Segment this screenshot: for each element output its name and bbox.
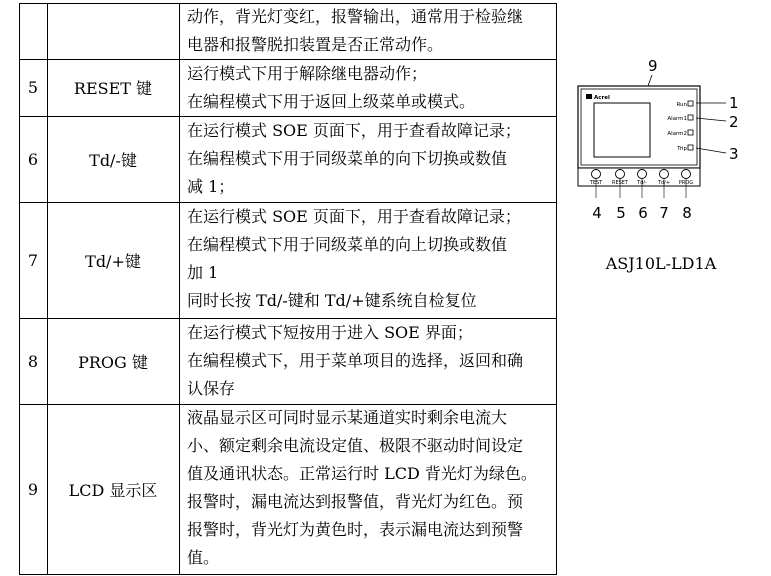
callout-label: 9 bbox=[648, 57, 658, 75]
indicator-label: Alarm1 bbox=[667, 116, 687, 122]
device-front-panel-figure bbox=[556, 3, 771, 403]
row-number: 5 bbox=[27, 78, 39, 97]
description-line: 运行模式下用于解除继电器动作； bbox=[187, 64, 428, 83]
callout-label: 7 bbox=[659, 204, 669, 222]
callout-label: 3 bbox=[729, 145, 739, 163]
row-description bbox=[187, 3, 549, 59]
row-number: 6 bbox=[27, 149, 39, 169]
callout-label: 8 bbox=[682, 204, 692, 222]
key-name: Td/+键 bbox=[85, 251, 141, 271]
td-minus-button-icon bbox=[638, 170, 647, 179]
figure-caption: ASJ10L-LD1A bbox=[605, 254, 717, 273]
description-line: 报警时，背光灯为黄色时，表示漏电流达到预警 bbox=[187, 520, 524, 539]
indicator-label: Alarm2 bbox=[667, 131, 687, 137]
description-line: 认保存 bbox=[187, 379, 236, 398]
row-description bbox=[187, 203, 549, 315]
description-line: 报警时，漏电流达到报警值，背光灯为红色。预 bbox=[187, 492, 524, 511]
row-number: 7 bbox=[27, 250, 39, 270]
callout-label: 4 bbox=[592, 204, 602, 222]
key-name: LCD 显示区 bbox=[68, 480, 158, 500]
key-name: PROG 键 bbox=[78, 352, 148, 372]
callout-label: 5 bbox=[616, 204, 626, 222]
description-line: 动作，背光灯变红，报警输出，通常用于检验继 bbox=[187, 7, 524, 26]
row-description bbox=[187, 117, 549, 201]
td-plus-button-icon bbox=[660, 170, 669, 179]
button-label: TEST bbox=[589, 180, 603, 186]
lcd-display bbox=[594, 103, 650, 157]
test-button-icon bbox=[592, 170, 601, 179]
description-line: 在运行模式 SOE 页面下，用于查看故障记录； bbox=[187, 121, 521, 140]
row-description bbox=[187, 404, 549, 572]
description-line: 在编程模式下，用于菜单项目的选择，返回和确 bbox=[187, 351, 524, 370]
description-line: 在运行模式 SOE 页面下，用于查看故障记录； bbox=[187, 207, 521, 226]
row-number: 8 bbox=[27, 351, 39, 371]
button-label: Td/- bbox=[637, 180, 647, 186]
logo-icon bbox=[586, 94, 592, 99]
row-number: 9 bbox=[27, 479, 39, 499]
description-line: 液晶显示区可同时显示某通道实时剩余电流大 bbox=[187, 408, 508, 427]
description-line: 加 1 bbox=[187, 263, 219, 282]
indicator-label: Trip bbox=[677, 146, 687, 152]
row-description bbox=[187, 60, 549, 116]
button-label: PROG bbox=[678, 180, 694, 186]
description-line: 减 1； bbox=[187, 177, 235, 196]
brand-logo: Acrel bbox=[594, 95, 610, 101]
description-line: 同时长按 Td/-键和 Td/+键系统自检复位 bbox=[187, 291, 477, 310]
callout-label: 6 bbox=[638, 204, 648, 222]
reset-button-icon bbox=[616, 170, 625, 179]
description-line: 小、额定剩余电流设定值、极限不驱动时间设定 bbox=[187, 436, 524, 455]
callout-label: 1 bbox=[729, 94, 739, 112]
description-line: 电器和报警脱扣装置是否正常动作。 bbox=[187, 35, 444, 54]
description-line: 在运行模式下短按用于进入 SOE 界面； bbox=[187, 323, 473, 342]
button-label: Td/+ bbox=[657, 180, 671, 186]
indicator-label: Run bbox=[676, 102, 687, 108]
description-line: 值。 bbox=[187, 548, 220, 567]
description-line: 值及通讯状态。正常运行时 LCD 背光灯为绿色。 bbox=[187, 464, 537, 483]
description-line: 在编程模式下用于返回上级菜单或模式。 bbox=[187, 92, 476, 111]
key-name: Td/-键 bbox=[89, 150, 137, 170]
table-border-bottom bbox=[19, 574, 556, 575]
callout-label: 2 bbox=[729, 113, 739, 131]
prog-button-icon bbox=[682, 170, 691, 179]
key-name: RESET 键 bbox=[73, 79, 153, 98]
description-line: 在编程模式下用于同级菜单的向上切换或数值 bbox=[187, 235, 508, 254]
button-label: RESET bbox=[611, 180, 629, 186]
description-line: 在编程模式下用于同级菜单的向下切换或数值 bbox=[187, 149, 508, 168]
row-description bbox=[187, 319, 549, 403]
column-divider bbox=[179, 3, 180, 575]
